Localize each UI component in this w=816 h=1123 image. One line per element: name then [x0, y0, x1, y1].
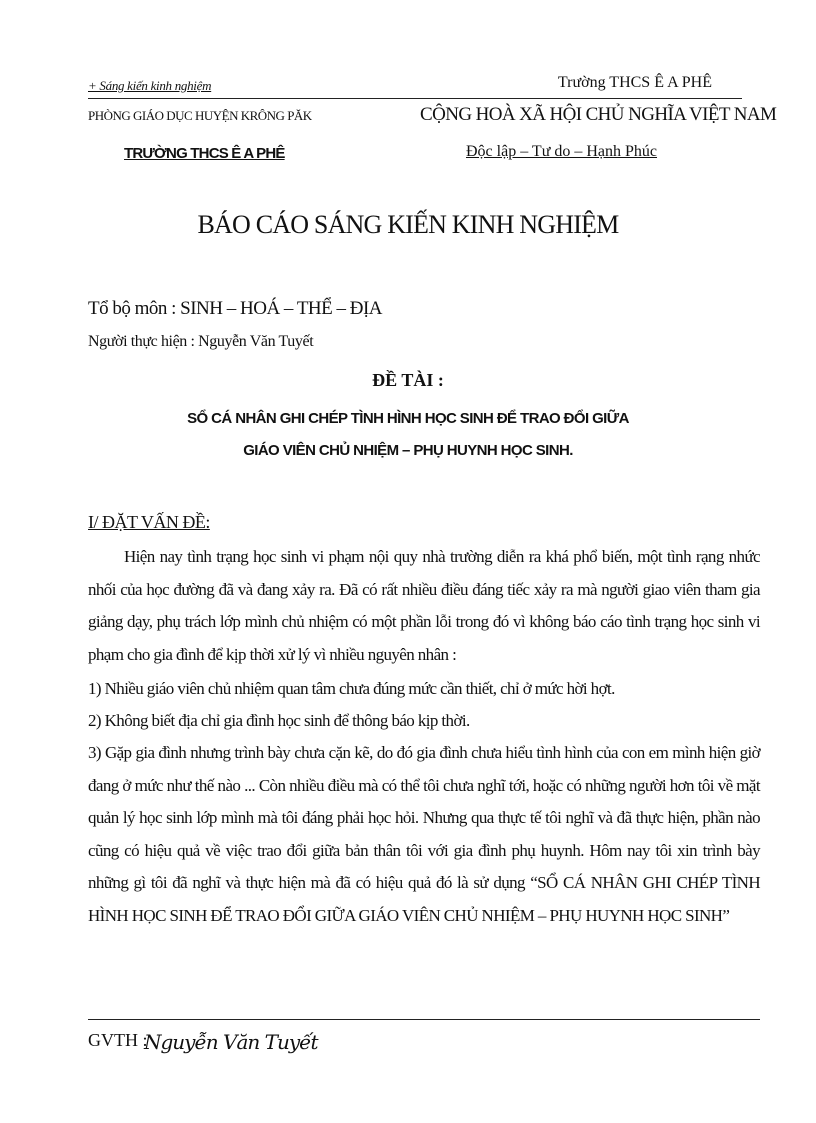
topic-title-line-1: SỔ CÁ NHÂN GHI CHÉP TÌNH HÌNH HỌC SINH ĐỂ TRAO ĐỔI GIỮA: [187, 410, 629, 427]
reason-item-3: 3) Gặp gia đình nhưng trình bày chưa cặn kẽ, do đó gia đình chưa hiểu tình hình của con em mình hiện giờ đang ở mức như thế nào ... Còn nhiều điều mà có thể tôi chưa nghĩ tới, hoặc có những người hơn tôi về mặt quản lý học sinh lớp mình mà tôi đáng phải học hỏi. Nhưng qua thực tế tôi nghĩ và đã thực hiện, phần nào cũng có hiệu quả về việc trao đổi giữa bản thân tôi với gia đình phụ huynh. Hôm nay tôi xin trình bày những gì tôi đã nghĩ và thực hiện mà đã có hiệu quả đó là sử dụng “SỔ CÁ NHÂN GHI CHÉP TÌNH HÌNH HỌC SINH ĐỂ TRAO ĐỔI GIỮA GIÁO VIÊN CHỦ NHIỆM – PHỤ HUYNH HỌC SINH”: [88, 743, 760, 925]
header-note: + Sáng kiến kinh nghiệm: [88, 78, 212, 93]
report-title: BÁO CÁO SÁNG KIẾN KINH NGHIỆM: [197, 210, 619, 239]
footer-divider: [88, 1019, 760, 1020]
teacher-signature: Nguyễn Văn Tuyết: [144, 1030, 318, 1054]
reason-item-2: 2) Không biết địa chỉ gia đình học sinh để thông báo kịp thời.: [88, 711, 470, 730]
country-name: CỘNG HOÀ XÃ HỘI CHỦ NGHĨA VIỆT NAM: [420, 104, 777, 125]
reason-item-1: 1) Nhiều giáo viên chủ nhiệm quan tâm chưa đúng mức cần thiết, chỉ ở mức hời hợt.: [88, 679, 615, 698]
header-school: Trường THCS Ê A PHÊ: [557, 74, 712, 91]
topic-label: ĐỀ TÀI :: [372, 370, 444, 390]
section-heading: I/ ĐẶT VẤN ĐỀ:: [88, 512, 210, 532]
school-name: TRƯỜNG THCS Ê A PHÊ: [124, 145, 285, 162]
intro-paragraph: Hiện nay tình trạng học sinh vi phạm nội quy nhà trường diễn ra khá phổ biến, một tình rạng nhức nhối của học đường đã và đang xảy ra. Đã có rất nhiều điều đáng tiếc xảy ra mà người giao viên tham gia giảng dạy, phụ trách lớp mình chủ nhiệm có một phần lỗi trong đó vì không báo cáo tình trạng học sinh vi phạm cho gia đình để kịp thời xử lý vì nhiều nguyên nhân :: [88, 547, 760, 664]
subject-group: Tổ bộ môn : SINH – HOÁ – THỂ – ĐỊA: [88, 298, 383, 319]
header-divider: [88, 98, 742, 99]
author-line: Người thực hiện : Nguyễn Văn Tuyết: [88, 333, 314, 350]
national-motto: Độc lập – Tư do – Hạnh Phúc: [466, 143, 658, 160]
teacher-label: GVTH :: [88, 1030, 148, 1050]
department-name: PHÒNG GIÁO DỤC HUYỆN KRÔNG PĂK: [88, 108, 312, 123]
topic-title-line-2: GIÁO VIÊN CHỦ NHIỆM – PHỤ HUYNH HỌC SINH.: [243, 442, 573, 459]
